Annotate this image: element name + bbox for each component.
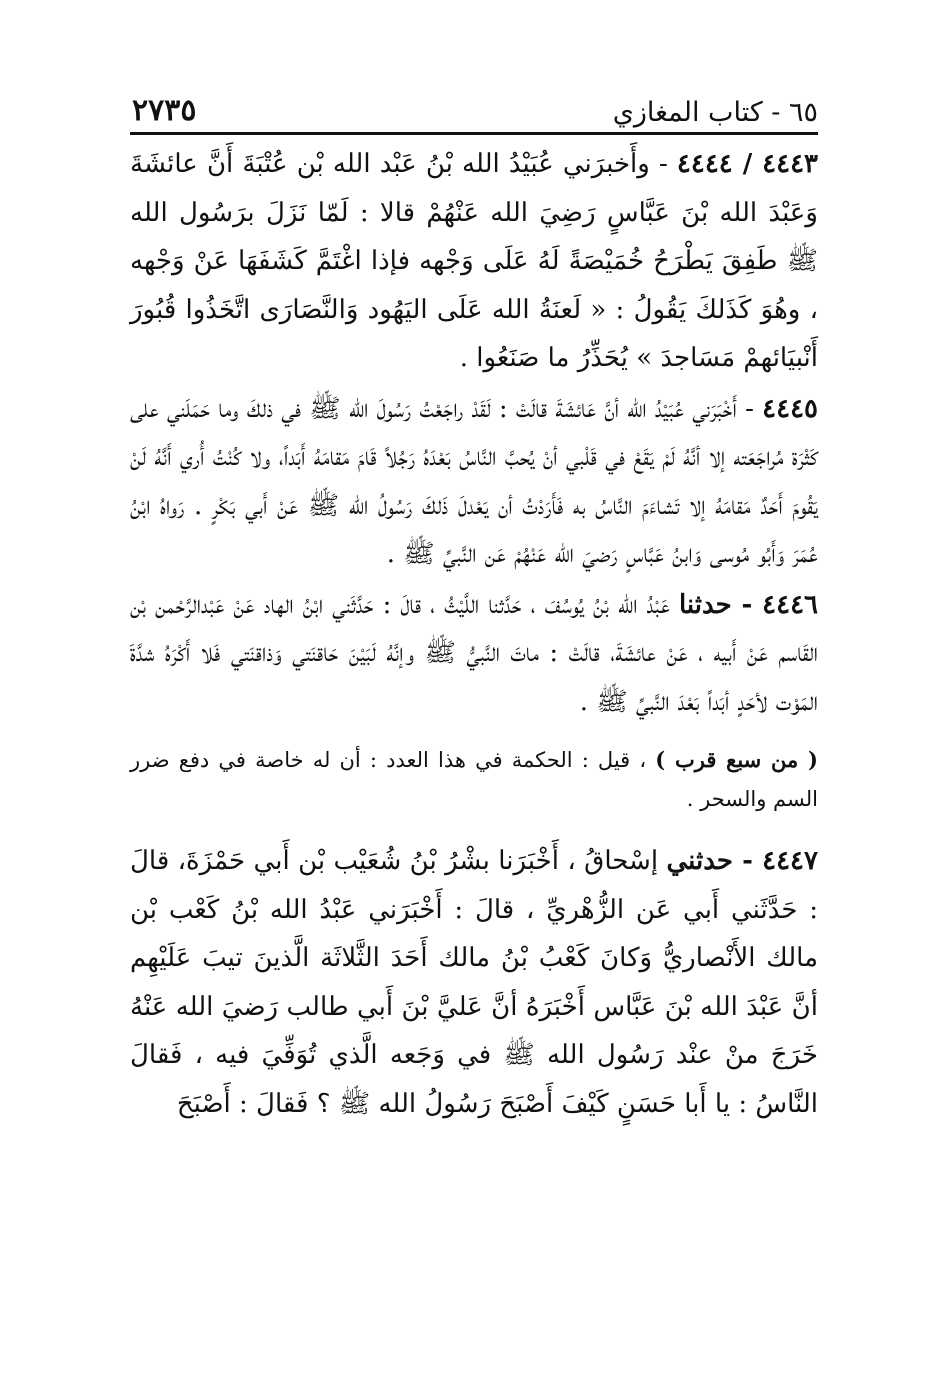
hadith-text: - وأَخبرَني عُبَيْدُ الله بْنُ عَبْد الله بْن عُتْبَةَ أَنَّ عائشَةَ وَعَبْدَ الله بْنَ عَبَّاسٍ رَضِيَ الله عَنْهُمْ قالا : لَمّا نَزَلَ برَسُول الله ﷺ طَفِقَ يَطْرَحُ خُمَيْصَةً لَهُ عَلَى وَجْهه فإذا اغْتَمَّ كَشَفَهَا عَنْ وَجْهه ، وهُوَ كَذَلكَ يَقُولُ : « لَعنَةُ الله عَلَى اليَهُود وَالنَّصَارَى اتَّخَذُوا قُبُورَ أَنْبيَائهمْ مَسَاجدَ » يُحَذِّرُ ما صَنَعُوا . [130,149,818,373]
hadith-text: عَبْدُ الله بْنُ يُوسُفَ ، حَدَّثنا اللَّيْثُ ، قالَ : حَدَّثَني ابْنُ الهاد عَنْ عَبْدالرَّحْمن بْن القَاسم عَنْ أَبيه ، عَنْ عائشَةَ، قالَتْ : ماتَ النَّبيُّ ﷺ وإنَّهُ لَبَيْنَ حَاقنَتي وَذاقنَتي فَلا أَكْرَهُ شدَّةَ المَوْت لأحَدٍ أبَداً بَعْدَ النَّبيِّ ﷺ . [130,589,818,717]
commentary-note [130,740,818,819]
hadith-number: ٤٤٤٧ [762,846,818,876]
hadith-text: إسْحاقُ ، أَخْبَرَنا بشْرُ بْنُ شُعَيْب بْن أَبي حَمْزَةَ، قالَ : حَدَّثَني أَبي عَن الزُّهْريِّ ، قالَ : أَخْبَرَني عَبْدُ الله بْنُ كَعْب بْن مالك الأَنْصاريُّ وَكانَ كَعْبُ بْنُ مالك أَحَدَ الثَّلاثَة الَّذينَ تيبَ عَلَيْهِم أنَّ عَبْدَ الله بْنَ عَبَّاس أَخْبَرَهُ أنَّ عَليَّ بْنَ أَبي طالب رَضيَ الله عَنْهُ خَرَجَ منْ عنْد رَسُول الله ﷺ في وَجَعه الَّذي تُوَفِّيَ فيه ، فَقالَ النَّاسُ : يا أَبا حَسَنٍ كَيْفَ أَصْبَحَ رَسُولُ الله ﷺ ؟ فَقالَ : أَصْبَحَ [130,846,818,1119]
hadith-paragraph [130,140,818,383]
hadith-lead-in: - حدثني [666,846,763,876]
header-rule [130,132,818,135]
hadith-number: ٤٤٤٣ / ٤٤٤٤ [676,149,818,179]
hadith-paragraph [130,385,818,579]
running-title: ٦٥ - كتاب المغازي [612,97,818,128]
hadith-number: ٤٤٤٦ [762,589,818,620]
page-header [132,82,818,128]
hadith-text: - أَخْبَرَني عُبَيْدُ الله أنَّ عَائشَةَ قالَتْ : لَقَدْ راجَعْتُ رَسُولَ الله ﷺ في ذلكَ وما حَمَلَني على كَثْرَة مُراجَعَته إلا أنَّهُ لَمْ يَقَعْ في قَلْبي أنْ يُحبَّ النَّاسُ بَعْدَهُ رَجُلاً قَامَ مَقامَهُ أَبَداً، ولا كُنْتُ أُري أَنَّهُ لَنْ يَقُومَ أَحَدٌ مَقامَهُ إلا تَشاءَمَ النَّاسُ به فَأَرَدْتُ أن يَعْدلَ ذَلكَ رَسُولُ الله ﷺ عَنْ أَبي بَكْرٍ . رَواهُ ابْنُ عُمَرَ وَأَبُو مُوسى وَابنُ عَبَّاسٍ رَضيَ الله عَنْهُمْ عَن النَّبيِّ ﷺ . [130,393,818,569]
note-reference: ( من سبع قرب ) [655,747,818,772]
page-number: ٢٧٣٥ [132,93,197,128]
hadith-paragraph [130,837,818,1128]
hadith-lead-in: - حدثنا [678,589,763,620]
page-body [130,140,818,1128]
note-text: ، قيل : الحكمة في هذا العدد : أن له خاصة في دفع ضرر السم والسحر . [130,748,818,811]
hadith-number: ٤٤٤٥ [762,393,818,424]
hadith-paragraph [130,581,818,727]
